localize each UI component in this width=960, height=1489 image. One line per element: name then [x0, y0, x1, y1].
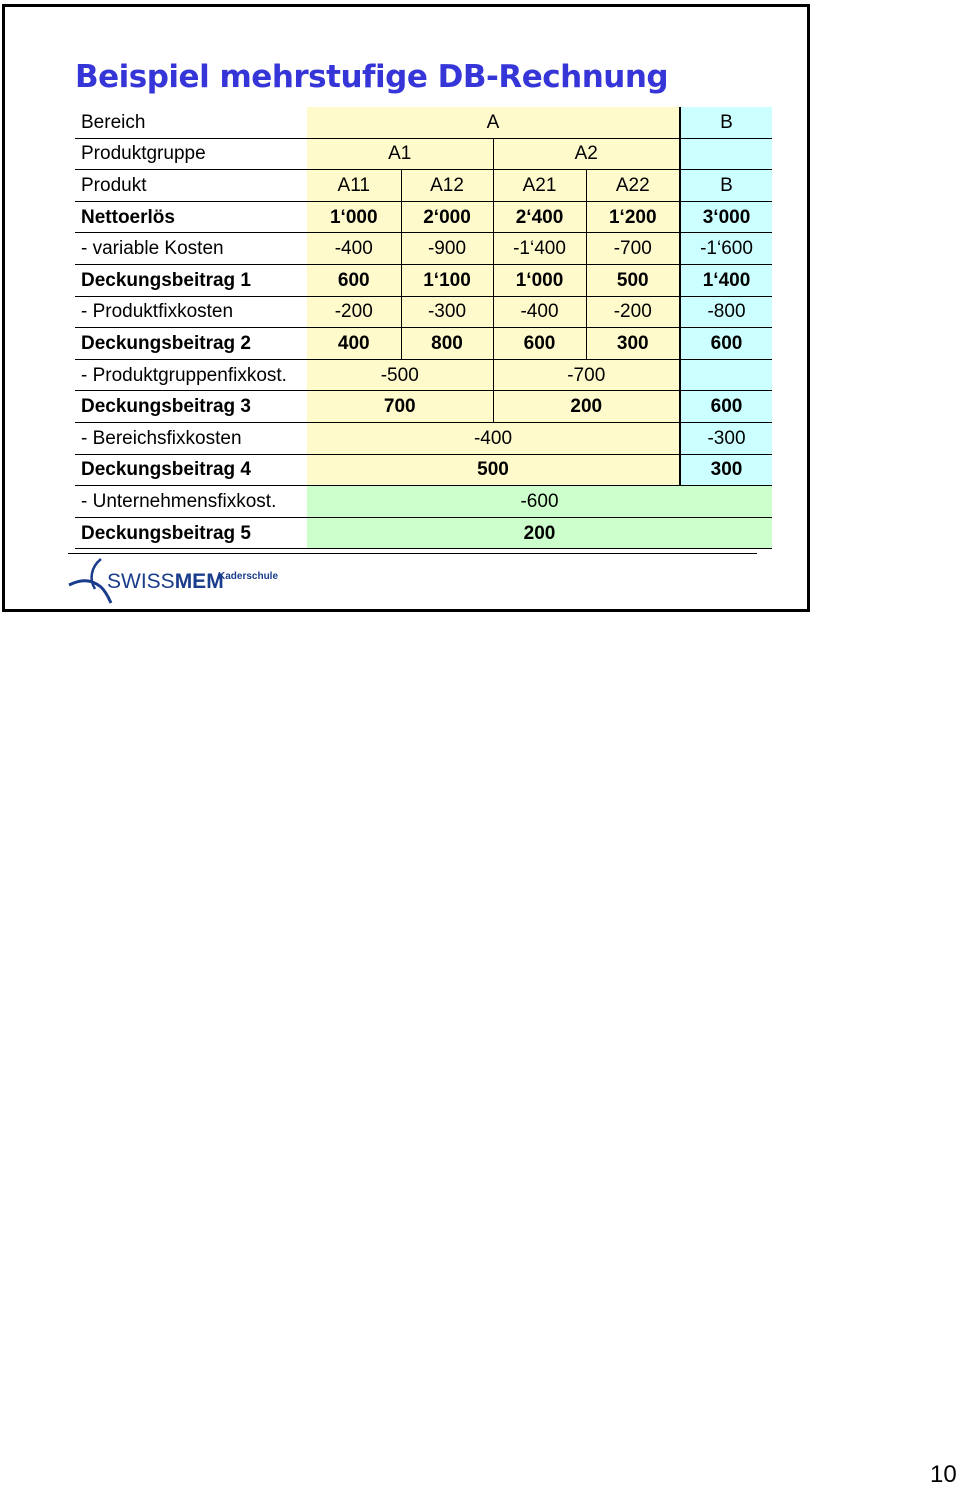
table-row-variable-kosten: [75, 233, 772, 265]
cell-pg-a1: A1: [307, 138, 493, 170]
cell-value: 600: [680, 328, 772, 360]
slide-title: Beispiel mehrstufige DB-Rechnung: [75, 59, 669, 95]
swissmem-logo-swoosh-icon: [69, 581, 111, 603]
cell-value: 2‘400: [493, 201, 586, 233]
cell-value: -1‘600: [680, 233, 772, 265]
cell-value: 600: [307, 264, 401, 296]
table-row-produktgruppe: [75, 138, 772, 170]
cell-value: 600: [493, 328, 586, 360]
row-label: - Unternehmensfixkost.: [75, 486, 307, 518]
row-label: - Bereichsfixkosten: [75, 422, 307, 454]
cell-value: -200: [586, 296, 680, 328]
cell-value: 200: [307, 517, 772, 549]
cell-value: 3‘000: [680, 201, 772, 233]
slide: [2, 4, 810, 612]
cell-value: -1‘400: [493, 233, 586, 265]
logo-text-bold: MEM: [174, 570, 224, 593]
table-row-db1: [75, 264, 772, 296]
table-row-produktgruppenfixkost: [75, 359, 772, 391]
table-row-produkt: [75, 170, 772, 202]
cell-value: -300: [401, 296, 493, 328]
swissmem-logo: [67, 557, 297, 605]
cell-value: 1‘400: [680, 264, 772, 296]
row-label: Deckungsbeitrag 4: [75, 454, 307, 486]
table-row-unternehmensfixkost: [75, 486, 772, 518]
cell-produkt-a22: A22: [586, 170, 680, 202]
cell-value: -900: [401, 233, 493, 265]
row-label: Deckungsbeitrag 2: [75, 328, 307, 360]
cell-value: 700: [307, 391, 493, 423]
row-label: Nettoerlös: [75, 201, 307, 233]
logo-subtext: Kaderschule: [218, 571, 279, 582]
cell-value: 600: [680, 391, 772, 423]
table-row-db5: [75, 517, 772, 549]
cell-value: -700: [493, 359, 680, 391]
cell-value: 1‘000: [493, 264, 586, 296]
row-label: - Produktfixkosten: [75, 296, 307, 328]
table-row-bereichsfixkosten: [75, 422, 772, 454]
row-label: Deckungsbeitrag 5: [75, 517, 307, 549]
cell-value: 1‘000: [307, 201, 401, 233]
cell-produkt-a12: A12: [401, 170, 493, 202]
cell-value: -500: [307, 359, 493, 391]
row-label: Deckungsbeitrag 3: [75, 391, 307, 423]
cell-value: -200: [307, 296, 401, 328]
cell-value: -300: [680, 422, 772, 454]
row-label: - Produktgruppenfixkost.: [75, 359, 307, 391]
svg-text:SWISSMEM: [107, 570, 224, 593]
cell-empty: [680, 359, 772, 391]
page-number: 10: [930, 1461, 957, 1488]
cell-pg-a2: A2: [493, 138, 680, 170]
footer-divider: [68, 553, 757, 554]
row-label: Produkt: [75, 170, 307, 202]
logo-text-light: SWISS: [107, 570, 175, 593]
cell-bereich-b: B: [680, 107, 772, 138]
cell-produkt-b: B: [680, 170, 772, 202]
cell-value: 300: [586, 328, 680, 360]
cell-value: 500: [307, 454, 680, 486]
cell-value: -700: [586, 233, 680, 265]
cell-bereich-a: A: [307, 107, 680, 138]
cell-value: 300: [680, 454, 772, 486]
cell-value: -400: [307, 233, 401, 265]
cell-value: 200: [493, 391, 680, 423]
cell-pg-b: [680, 138, 772, 170]
row-label: Deckungsbeitrag 1: [75, 264, 307, 296]
cell-value: 800: [401, 328, 493, 360]
table-row-nettoerloes: [75, 201, 772, 233]
db-table: [75, 107, 772, 549]
cell-value: 1‘100: [401, 264, 493, 296]
row-label: - variable Kosten: [75, 233, 307, 265]
table-row-db4: [75, 454, 772, 486]
cell-value: 400: [307, 328, 401, 360]
cell-value: -400: [307, 422, 680, 454]
table-row-db3: [75, 391, 772, 423]
cell-value: 500: [586, 264, 680, 296]
table-row-db2: [75, 328, 772, 360]
row-label: Produktgruppe: [75, 138, 307, 170]
cell-value: -400: [493, 296, 586, 328]
cell-value: 2‘000: [401, 201, 493, 233]
cell-value: -600: [307, 486, 772, 518]
cell-value: 1‘200: [586, 201, 680, 233]
cell-produkt-a11: A11: [307, 170, 401, 202]
cell-produkt-a21: A21: [493, 170, 586, 202]
cell-value: -800: [680, 296, 772, 328]
row-label: Bereich: [75, 107, 307, 138]
table-row-produktfixkosten: [75, 296, 772, 328]
table-row-bereich: [75, 107, 772, 138]
